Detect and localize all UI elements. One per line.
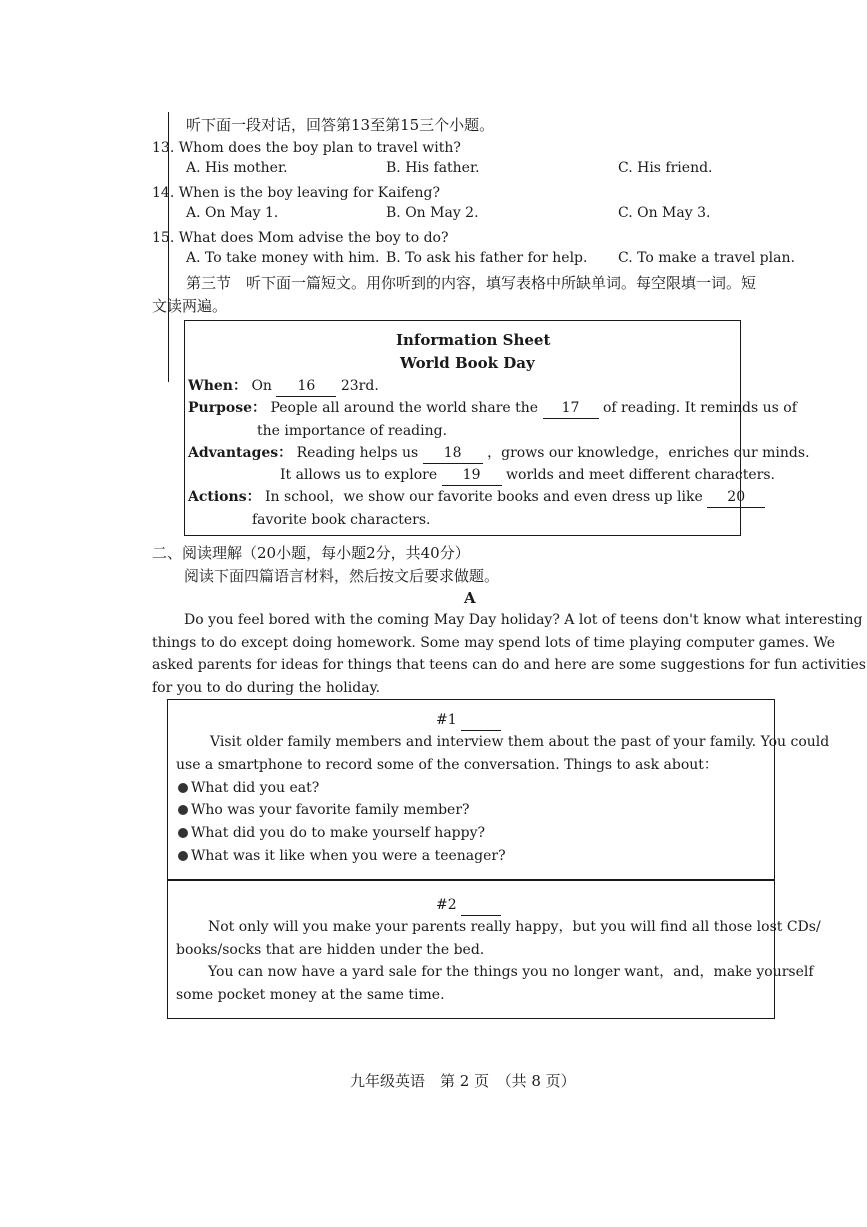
purpose-row [188,398,797,419]
activity-2-heading [436,895,501,916]
question-text: When is the boy leaving for Kaifeng? [178,185,441,201]
bullet-text: What did you eat? [191,780,320,796]
advantages-line2 [280,465,775,486]
when-post: 23rd. [340,378,379,394]
when-row [188,376,379,397]
option-14a: A. On May 1. [186,205,279,221]
activity-2-label: #2 [436,897,457,913]
option-15a: A. To take money with him. [186,250,380,266]
question-number: 13. [152,140,175,156]
bullet-item [178,846,506,866]
paragraph-line-2: things to do except doing homework. Some may spend lots of time playing computer games. We [152,635,836,651]
purpose-post: of reading. It reminds us of [602,400,797,416]
question-number: 14. [152,185,175,201]
paragraph-line-4: for you to do during the holiday. [152,680,381,696]
option-15b: B. To ask his father for help. [386,250,588,266]
purpose-line2: the importance of reading. [257,423,448,439]
activity-1-line-1: Visit older family members and interview them about the past of your family. You could [210,734,830,750]
question-number: 15. [152,230,175,246]
activity-2-line-3: You can now have a yard sale for the things you no longer want，and，make yourself [208,964,814,980]
when-label: When： [188,378,247,394]
activity-1-heading [436,710,501,731]
question-text: Whom does the boy plan to travel with? [178,140,461,156]
activity-2-line-1: Not only will you make your parents really happy，but you will find all those lost CDs/ [208,919,821,935]
bullet-text: What was it like when you were a teenager? [191,848,506,864]
bullet-icon [178,805,188,815]
option-14c: C. On May 3. [618,205,711,221]
advantages-post: ，grows our knowledge，enriches our minds. [487,445,810,461]
blank-16[interactable]: 16 [276,376,336,397]
option-13b: B. His father. [386,160,480,176]
paragraph-line-3: asked parents for ideas for things that teens can do and here are some suggestions for fun activities [152,657,866,673]
option-13c: C. His friend. [618,160,713,176]
advantages-label: Advantages： [188,445,293,461]
advantages-pre: Reading helps us [296,445,419,461]
option-14b: B. On May 2. [386,205,479,221]
actions-row [188,487,765,508]
sheet-subtitle: World Book Day [400,354,535,372]
page-footer: 九年级英语 第 2 页 （共 8 页） [350,1072,576,1090]
bullet-text: What did you do to make yourself happy? [191,825,485,841]
activity-2-blank[interactable] [461,895,501,916]
bullet-item [178,800,470,820]
actions-text: In school，we show our favorite books and even dress up like [265,489,703,505]
blank-17[interactable]: 17 [543,398,599,419]
reading-instruction: 阅读下面四篇语言材料，然后按文后要求做题。 [184,567,500,585]
advantages-line2-post: worlds and meet different characters. [506,467,775,483]
purpose-pre: People all around the world share the [270,400,539,416]
activity-1-line-2: use a smartphone to record some of the conversation. Things to ask about： [176,757,718,773]
activity-2-line-4: some pocket money at the same time. [176,987,445,1003]
option-15c: C. To make a travel plan. [618,250,795,266]
section3-instruction-cont: 文读两遍。 [152,297,228,315]
actions-line2: favorite book characters. [252,512,431,528]
question-text: What does Mom advise the boy to do? [178,230,449,246]
blank-19[interactable]: 19 [442,465,502,486]
bullet-icon [178,783,188,793]
advantages-line2-pre: It allows us to explore [280,467,438,483]
bullet-item [178,778,319,798]
question-14 [152,183,440,203]
activity-2-line-2: books/socks that are hidden under the bed. [176,942,485,958]
reading-heading: 二、阅读理解（20小题，每小题2分，共40分） [152,544,470,562]
blank-20[interactable]: 20 [707,487,765,508]
question-15 [152,228,449,248]
option-13a: A. His mother. [186,160,288,176]
bullet-icon [178,851,188,861]
paragraph-line-1: Do you feel bored with the coming May Day holiday? A lot of teens don't know what interesting [184,612,863,628]
sheet-title: Information Sheet [396,331,551,349]
section3-instruction: 第三节 听下面一篇短文。用你听到的内容，填写表格中所缺单词。每空限填一词。短 [186,274,757,292]
blank-18[interactable]: 18 [423,443,483,464]
when-pre: On [251,378,272,394]
activity-1-blank[interactable] [461,710,501,731]
bullet-item [178,823,485,843]
bullet-text: Who was your favorite family member? [191,802,470,818]
question-13 [152,138,461,158]
passage-label: A [464,589,476,607]
purpose-label: Purpose： [188,400,266,416]
listening-intro: 听下面一段对话，回答第13至第15三个小题。 [186,116,495,134]
advantages-row [188,443,810,464]
actions-label: Actions： [188,489,261,505]
activity-1-label: #1 [436,712,457,728]
bullet-icon [178,828,188,838]
